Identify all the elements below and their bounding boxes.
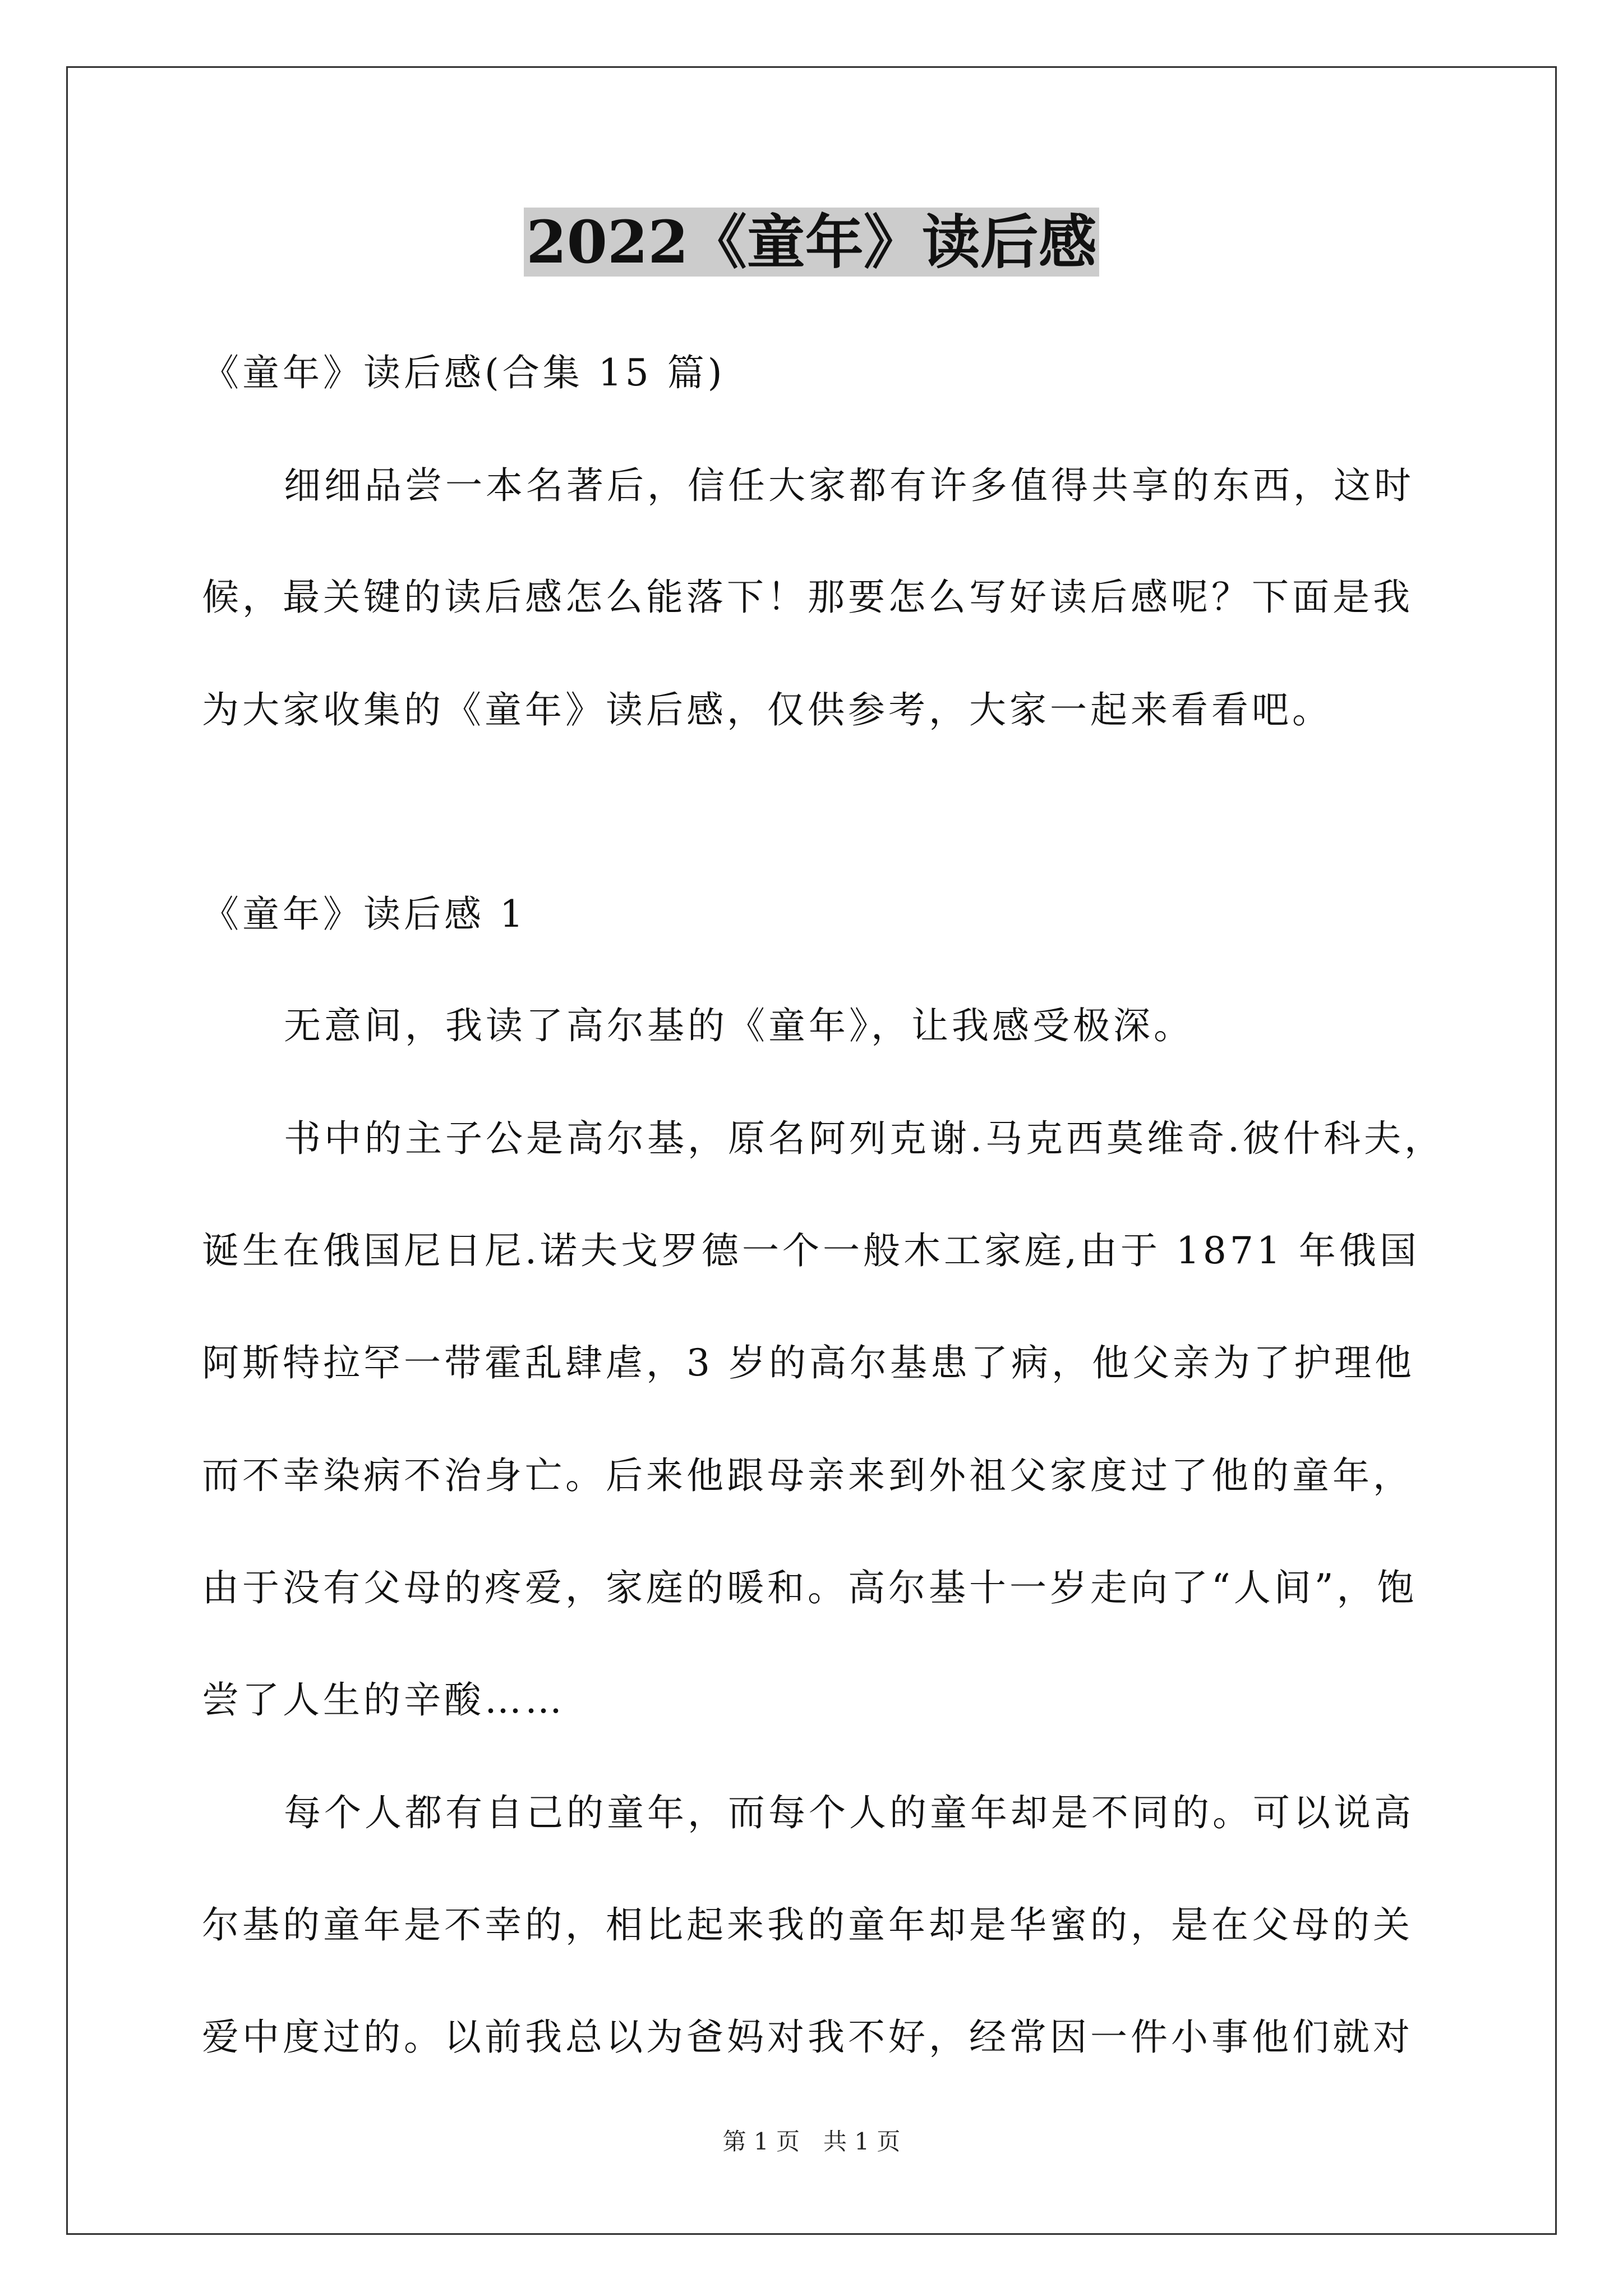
paragraph-line: 由于没有父母的疼爱，家庭的暖和。高尔基十一岁走向了“人间”，饱	[202, 1566, 1418, 1609]
paragraph-line: 尝了人生的辛酸……	[202, 1678, 565, 1722]
intro-line: 候，最关键的读后感怎么能落下！那要怎么写好读后感呢？下面是我	[202, 576, 1413, 619]
paragraph-line: 尔基的童年是不幸的，相比起来我的童年却是华蜜的，是在父母的关	[202, 1903, 1413, 1947]
paragraph-line: 而不幸染病不治身亡。后来他跟母亲来到外祖父家度过了他的童年，	[202, 1454, 1413, 1497]
intro-line: 细细品尝一本名著后，信任大家都有许多值得共享的东西，这时	[284, 464, 1414, 507]
section-heading: 《童年》读后感 1	[202, 892, 527, 936]
paragraph-line: 诞生在俄国尼日尼.诺夫戈罗德一个一般木工家庭,由于 1871 年俄国	[202, 1229, 1420, 1272]
paragraph-line: 无意间，我读了高尔基的《童年》，让我感受极深。	[284, 1004, 1194, 1047]
intro-line: 为大家收集的《童年》读后感，仅供参考，大家一起来看看吧。	[202, 688, 1332, 731]
document-title: 2022《童年》读后感	[0, 204, 1623, 280]
page-footer: 第 1 页 共 1 页	[722, 2128, 901, 2155]
document-subtitle: 《童年》读后感(合集 15 篇)	[202, 351, 726, 394]
paragraph-line: 书中的主子公是高尔基，原名阿列克谢.马克西莫维奇.彼什科夫，	[284, 1117, 1445, 1160]
paragraph-line: 每个人都有自己的童年，而每个人的童年却是不同的。可以说高	[284, 1791, 1414, 1834]
paragraph-line: 阿斯特拉罕一带霍乱肆虐，3 岁的高尔基患了病，他父亲为了护理他	[202, 1341, 1415, 1384]
paragraph-line: 爱中度过的。以前我总以为爸妈对我不好，经常因一件小事他们就对	[202, 2016, 1413, 2059]
